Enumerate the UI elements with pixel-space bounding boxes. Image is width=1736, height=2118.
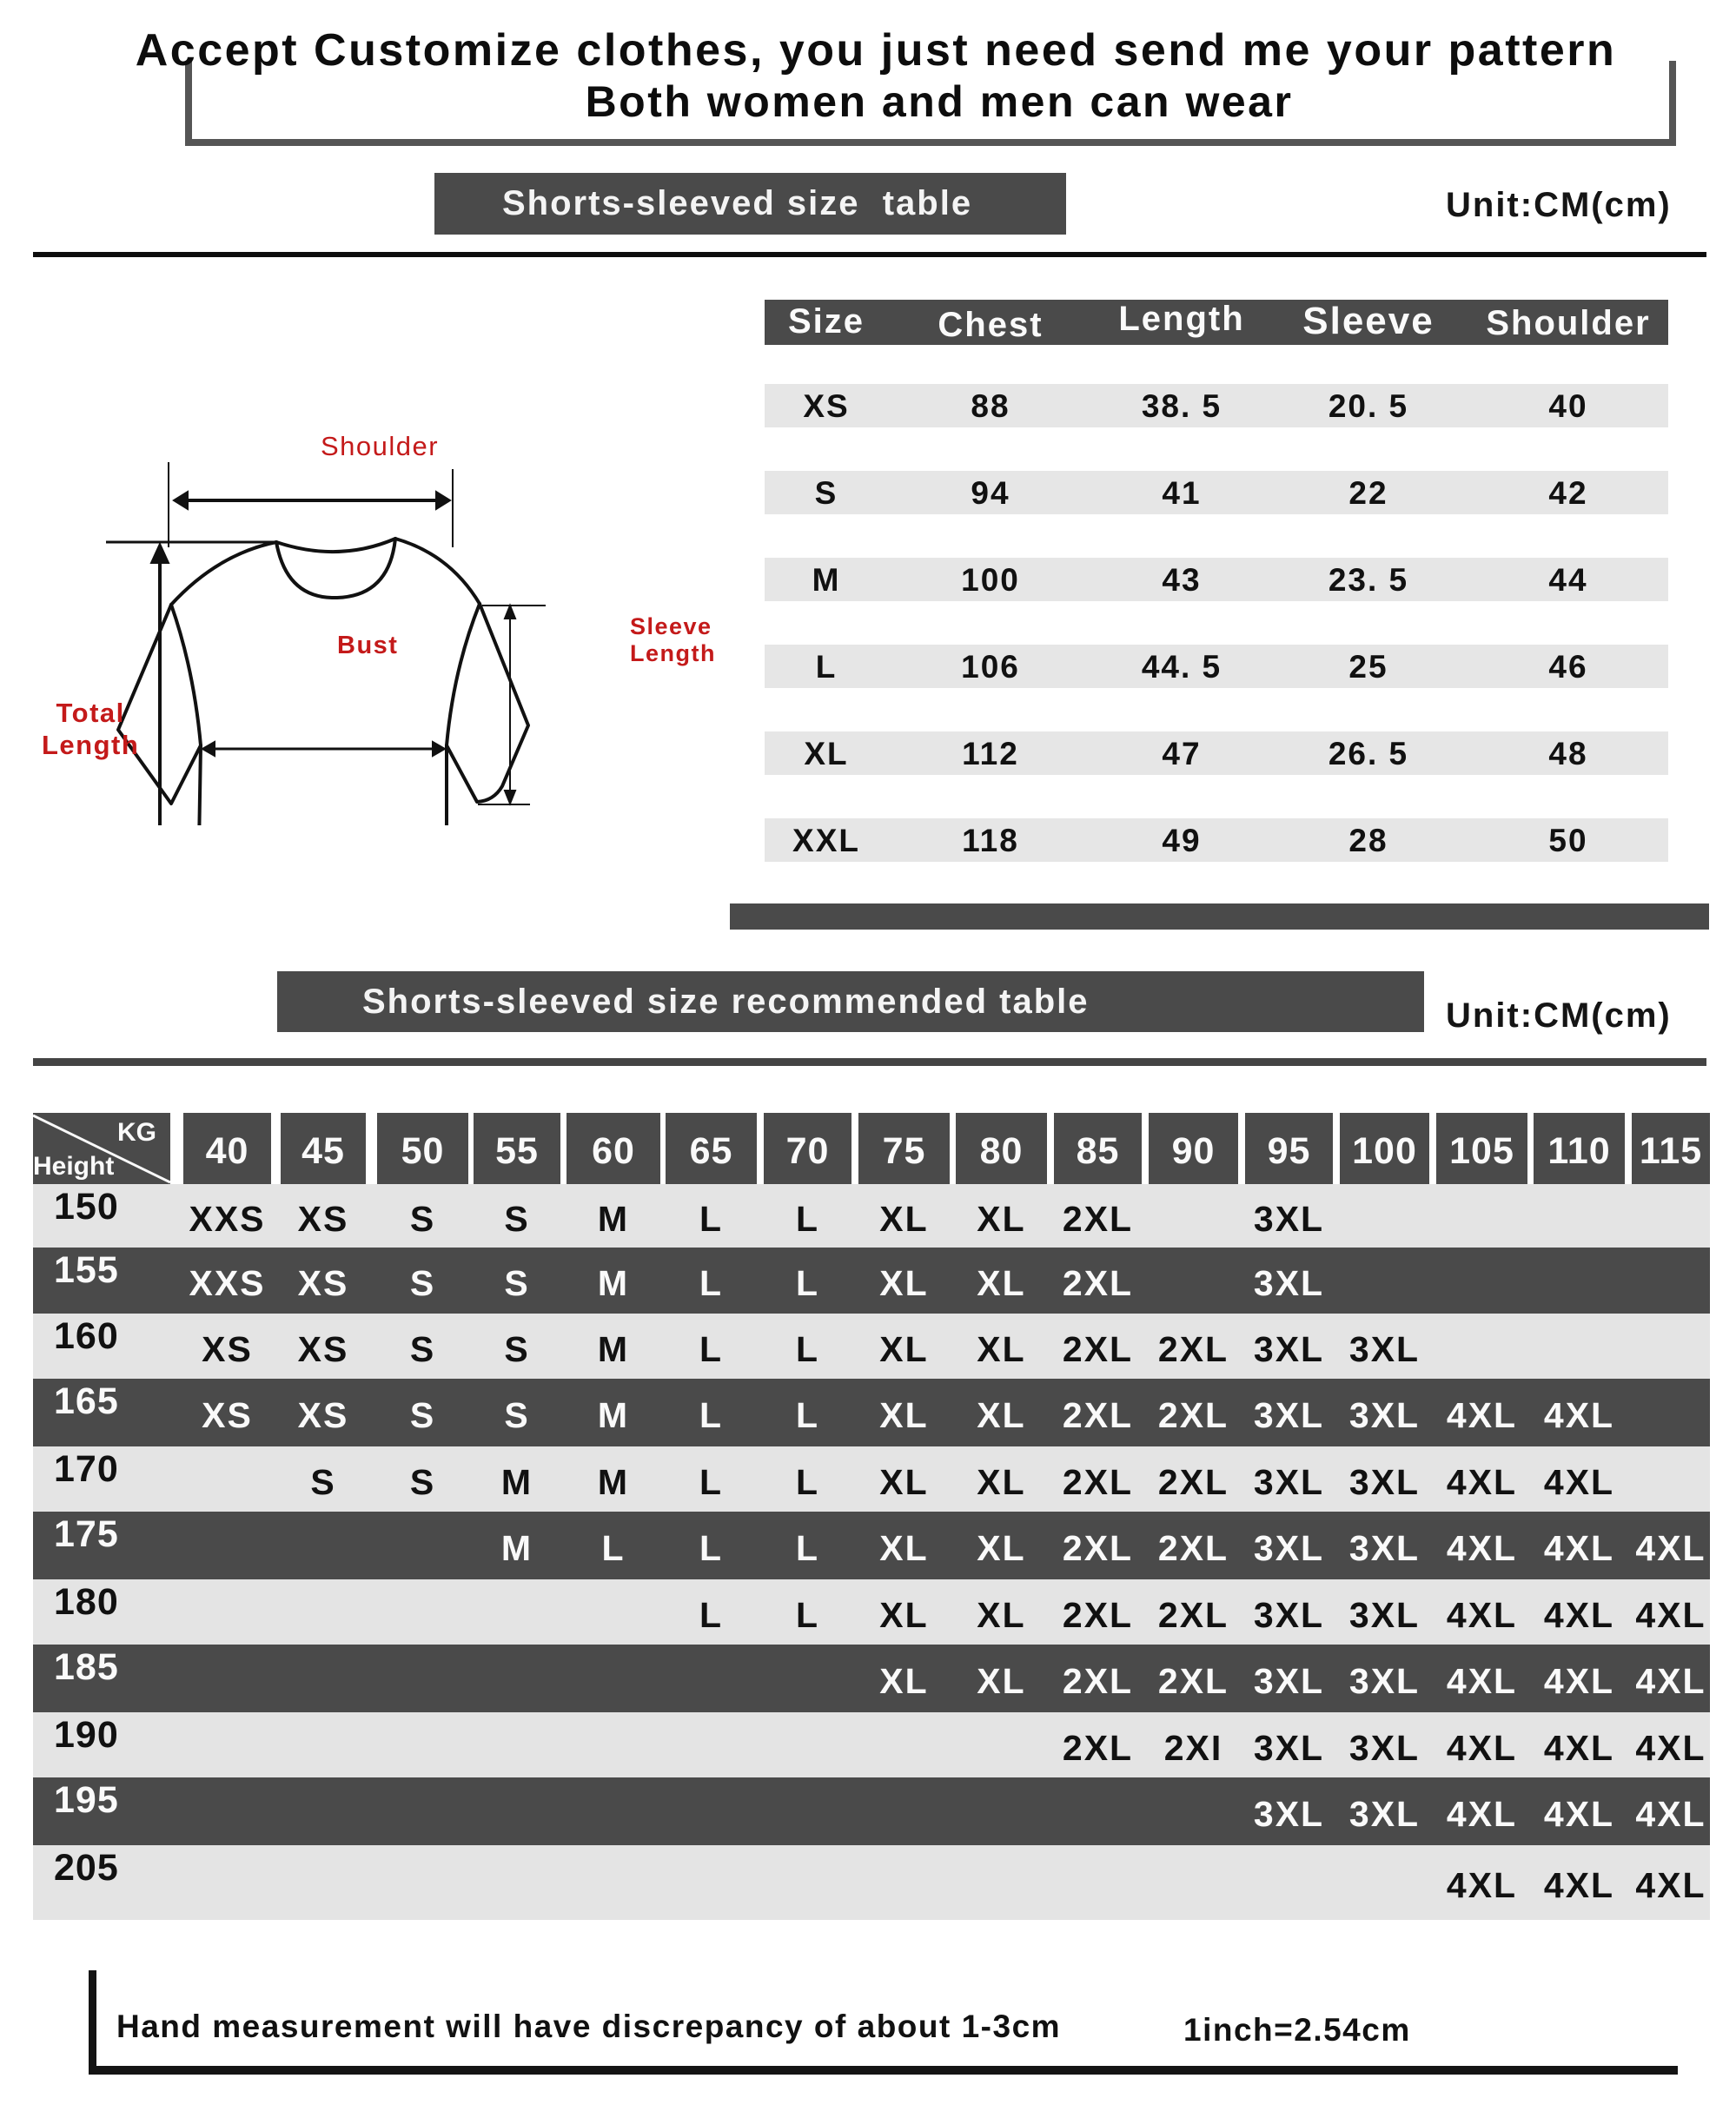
column-header-chest: Chest bbox=[938, 306, 1044, 344]
table-row bbox=[33, 1184, 1710, 1248]
size-recommendation-cell: XL bbox=[977, 1199, 1026, 1239]
size-recommendation-cell: XL bbox=[977, 1528, 1026, 1568]
table-row bbox=[33, 1845, 1710, 1920]
size-recommendation-cell: S bbox=[310, 1462, 336, 1502]
size-recommendation-cell: XL bbox=[879, 1263, 929, 1303]
bust-label: Bust bbox=[337, 632, 399, 659]
size-recommendation-cell: 3XL bbox=[1348, 1794, 1421, 1834]
table-row bbox=[33, 1579, 1710, 1645]
size-recommendation-cell: L bbox=[795, 1395, 820, 1435]
total-length-label bbox=[42, 697, 139, 761]
size-recommendation-cell: 4XL bbox=[1543, 1395, 1615, 1435]
inch-conversion: 1inch=2.54cm bbox=[1183, 2012, 1411, 2048]
size-recommendation-cell: XL bbox=[879, 1329, 929, 1369]
size-recommendation-cell: XL bbox=[879, 1462, 929, 1502]
size-recommendation-cell: 3XL bbox=[1253, 1199, 1325, 1239]
size-recommendation-cell: 2XL bbox=[1062, 1329, 1134, 1369]
size-recommendation-cell: 4XL bbox=[1543, 1462, 1615, 1502]
weight-column-header: 75 bbox=[858, 1113, 950, 1184]
chest-cell: 88 bbox=[971, 388, 1010, 424]
size-table-row bbox=[765, 731, 1668, 775]
section-divider bbox=[33, 1058, 1706, 1066]
shoulder-cell: 46 bbox=[1548, 649, 1588, 685]
size-recommendation-cell: XL bbox=[977, 1462, 1026, 1502]
size-recommendation-cell: 3XL bbox=[1348, 1395, 1421, 1435]
size-recommendation-cell: L bbox=[699, 1199, 724, 1239]
size-recommendation-cell: 3XL bbox=[1348, 1528, 1421, 1568]
weight-column-header: 65 bbox=[666, 1113, 757, 1184]
size-recommendation-cell: 4XL bbox=[1446, 1395, 1518, 1435]
size-table-row bbox=[765, 558, 1668, 601]
size-recommendation-cell: XL bbox=[879, 1661, 929, 1701]
size-recommendation-cell: XL bbox=[879, 1528, 929, 1568]
height-cell: 205 bbox=[54, 1847, 119, 1889]
shoulder-cell: 48 bbox=[1548, 736, 1588, 771]
size-cell: M bbox=[812, 562, 841, 598]
sleeve-length-label-line-1: Sleeve bbox=[630, 613, 712, 639]
size-recommendation-cell: M bbox=[597, 1462, 630, 1502]
size-recommendation-cell: 2XL bbox=[1157, 1395, 1229, 1435]
size-recommendation-cell: XL bbox=[977, 1595, 1026, 1635]
recommend-table-unit: Unit:CM(cm) bbox=[1446, 996, 1672, 1035]
size-recommendation-cell: S bbox=[504, 1329, 530, 1369]
size-recommendation-cell: 4XL bbox=[1543, 1661, 1615, 1701]
weight-column-header: 80 bbox=[956, 1113, 1047, 1184]
chest-cell: 106 bbox=[961, 649, 1020, 685]
size-recommendation-cell: 2XL bbox=[1062, 1395, 1134, 1435]
size-recommendation-cell: 3XL bbox=[1253, 1528, 1325, 1568]
table-row bbox=[33, 1512, 1710, 1579]
size-recommendation-cell: XL bbox=[879, 1395, 929, 1435]
size-recommendation-cell: L bbox=[699, 1395, 724, 1435]
size-table-title-text: Shorts-sleeved size table bbox=[502, 184, 973, 222]
weight-column-header: 70 bbox=[764, 1113, 851, 1184]
sleeve-length-label bbox=[630, 613, 716, 667]
weight-column-header: 50 bbox=[377, 1113, 468, 1184]
size-recommendation-cell: L bbox=[795, 1462, 820, 1502]
weight-axis-label: KG bbox=[117, 1118, 156, 1147]
size-recommendation-cell: XS bbox=[297, 1395, 349, 1435]
size-recommendation-cell: 2XL bbox=[1062, 1595, 1134, 1635]
size-recommendation-cell: 3XL bbox=[1253, 1661, 1325, 1701]
height-cell: 180 bbox=[54, 1581, 119, 1623]
sleeve-cell: 20. 5 bbox=[1328, 388, 1409, 424]
headline-line-1: Accept Customize clothes, you just need send me your pattern bbox=[135, 25, 1617, 76]
size-table-row bbox=[765, 384, 1668, 427]
size-recommendation-cell: XS bbox=[297, 1263, 349, 1303]
size-recommendation-cell: L bbox=[795, 1263, 820, 1303]
size-recommendation-cell: S bbox=[409, 1199, 436, 1239]
size-recommendation-cell: L bbox=[699, 1263, 724, 1303]
headline-line-2: Both women and men can wear bbox=[585, 77, 1294, 126]
weight-column-header: 85 bbox=[1054, 1113, 1142, 1184]
size-recommendation-cell: 2XL bbox=[1157, 1595, 1229, 1635]
size-recommendation-cell: 2XL bbox=[1062, 1263, 1134, 1303]
size-recommendation-cell: M bbox=[500, 1462, 533, 1502]
size-recommendation-cell: XL bbox=[977, 1263, 1026, 1303]
size-recommendation-cell: 3XL bbox=[1348, 1728, 1421, 1768]
size-cell: XS bbox=[803, 388, 850, 424]
height-cell: 170 bbox=[54, 1448, 119, 1490]
size-recommendation-cell: 2XL bbox=[1062, 1661, 1134, 1701]
shoulder-label: Shoulder bbox=[321, 431, 440, 461]
size-recommendation-cell: M bbox=[500, 1528, 533, 1568]
size-recommendation-cell: L bbox=[795, 1329, 820, 1369]
recommend-table-title-text: Shorts-sleeved size recommended table bbox=[362, 982, 1090, 1021]
size-recommendation-cell: 4XL bbox=[1446, 1728, 1518, 1768]
sleeve-cell: 23. 5 bbox=[1328, 562, 1409, 598]
size-recommendation-cell: 2XL bbox=[1062, 1199, 1134, 1239]
size-recommendation-cell: M bbox=[597, 1395, 630, 1435]
column-header-sleeve: Sleeve bbox=[1302, 300, 1435, 342]
size-cell: XL bbox=[804, 736, 849, 771]
chest-cell: 100 bbox=[961, 562, 1020, 598]
size-recommendation-cell: L bbox=[601, 1528, 626, 1568]
size-recommendation-cell: S bbox=[504, 1263, 530, 1303]
size-table-row bbox=[765, 471, 1668, 514]
size-recommendation-cell: 3XL bbox=[1348, 1661, 1421, 1701]
size-recommendation-cell: 3XL bbox=[1253, 1794, 1325, 1834]
size-recommendation-cell: 3XL bbox=[1253, 1263, 1325, 1303]
size-recommendation-cell: S bbox=[504, 1199, 530, 1239]
table-row bbox=[33, 1314, 1710, 1379]
length-cell: 38. 5 bbox=[1141, 388, 1222, 424]
size-recommendation-cell: 4XL bbox=[1543, 1728, 1615, 1768]
column-header-shoulder: Shoulder bbox=[1486, 304, 1651, 342]
weight-column-header: 115 bbox=[1632, 1113, 1710, 1184]
size-recommendation-cell: XL bbox=[879, 1595, 929, 1635]
height-cell: 160 bbox=[54, 1315, 119, 1357]
size-table-unit: Unit:CM(cm) bbox=[1446, 186, 1672, 224]
size-recommendation-cell: XS bbox=[297, 1329, 349, 1369]
size-recommendation-cell: S bbox=[504, 1395, 530, 1435]
size-recommendation-cell: 3XL bbox=[1348, 1462, 1421, 1502]
table-row bbox=[33, 1248, 1710, 1314]
total-length-label-line-2: Length bbox=[42, 730, 140, 760]
size-recommendation-cell: 2XL bbox=[1062, 1528, 1134, 1568]
height-cell: 165 bbox=[54, 1380, 119, 1422]
length-cell: 49 bbox=[1162, 823, 1202, 858]
weight-column-header: 105 bbox=[1436, 1113, 1527, 1184]
sleeve-cell: 28 bbox=[1348, 823, 1388, 858]
height-axis-label: Height bbox=[33, 1152, 115, 1181]
weight-column-header: 100 bbox=[1340, 1113, 1429, 1184]
size-recommendation-cell: 4XL bbox=[1543, 1528, 1615, 1568]
sleeve-length-label-line-2: Length bbox=[630, 640, 716, 666]
chest-cell: 118 bbox=[962, 823, 1019, 858]
size-table-row bbox=[765, 818, 1668, 862]
shoulder-cell: 44 bbox=[1548, 562, 1588, 598]
size-recommendation-cell: L bbox=[795, 1528, 820, 1568]
chest-cell: 112 bbox=[962, 736, 1019, 771]
weight-column-header: 95 bbox=[1245, 1113, 1333, 1184]
size-recommendation-cell: 2XL bbox=[1157, 1329, 1229, 1369]
size-recommendation-cell: M bbox=[597, 1199, 630, 1239]
height-cell: 150 bbox=[54, 1186, 119, 1228]
size-table-row bbox=[765, 645, 1668, 688]
height-cell: 155 bbox=[54, 1249, 119, 1291]
table-corner-cell bbox=[33, 1113, 170, 1184]
size-recommendation-cell: 4XL bbox=[1446, 1595, 1518, 1635]
size-recommendation-cell: 4XL bbox=[1446, 1528, 1518, 1568]
size-recommendation-cell: L bbox=[699, 1528, 724, 1568]
size-recommendation-cell: L bbox=[795, 1199, 820, 1239]
chest-cell: 94 bbox=[971, 475, 1010, 511]
size-recommendation-cell: XL bbox=[977, 1661, 1026, 1701]
column-header-length: Length bbox=[1118, 300, 1245, 338]
weight-column-header: 110 bbox=[1534, 1113, 1625, 1184]
size-recommendation-cell: 3XL bbox=[1348, 1329, 1421, 1369]
size-recommendation-cell: S bbox=[409, 1462, 436, 1502]
size-recommendation-cell: XL bbox=[879, 1199, 929, 1239]
shoulder-cell: 50 bbox=[1548, 823, 1588, 858]
size-recommendation-cell: 4XL bbox=[1635, 1728, 1706, 1768]
shoulder-cell: 42 bbox=[1548, 475, 1588, 511]
size-recommendation-cell: 4XL bbox=[1446, 1794, 1518, 1834]
height-cell: 185 bbox=[54, 1646, 119, 1688]
size-recommendation-cell: 3XL bbox=[1253, 1595, 1325, 1635]
size-recommendation-cell: 3XL bbox=[1253, 1728, 1325, 1768]
size-recommendation-cell: 4XL bbox=[1446, 1661, 1518, 1701]
size-recommendation-cell: L bbox=[699, 1329, 724, 1369]
height-cell: 190 bbox=[54, 1714, 119, 1756]
size-table-title bbox=[434, 173, 1066, 235]
size-recommendation-cell: S bbox=[409, 1263, 436, 1303]
size-table-header bbox=[765, 300, 1668, 345]
size-recommendation-cell: L bbox=[699, 1462, 724, 1502]
height-cell: 175 bbox=[54, 1513, 119, 1555]
height-cell: 195 bbox=[54, 1779, 119, 1821]
size-recommendation-cell: 2XL bbox=[1157, 1661, 1229, 1701]
shoulder-cell: 40 bbox=[1548, 388, 1588, 424]
column-header-size: Size bbox=[787, 302, 865, 341]
sleeve-cell: 25 bbox=[1348, 649, 1388, 685]
size-cell: L bbox=[815, 649, 838, 685]
size-recommendation-cell: L bbox=[699, 1595, 724, 1635]
length-cell: 41 bbox=[1162, 475, 1202, 511]
section-divider bbox=[33, 252, 1706, 257]
size-recommendation-cell: 3XL bbox=[1253, 1462, 1325, 1502]
size-table-bottom-bar bbox=[730, 903, 1709, 930]
size-recommendation-cell: XL bbox=[977, 1329, 1026, 1369]
size-recommendation-cell: XS bbox=[297, 1199, 349, 1239]
size-recommendation-cell: 4XL bbox=[1635, 1528, 1706, 1568]
size-cell: S bbox=[814, 475, 838, 511]
length-cell: 43 bbox=[1162, 562, 1202, 598]
size-cell: XXL bbox=[792, 823, 860, 858]
size-recommendation-cell: 2XL bbox=[1062, 1728, 1134, 1768]
table-row bbox=[33, 1777, 1710, 1845]
size-recommendation-cell: XS bbox=[202, 1329, 253, 1369]
table-row bbox=[33, 1446, 1710, 1512]
total-length-label-line-1: Total bbox=[56, 698, 125, 728]
size-recommendation-cell: M bbox=[597, 1263, 630, 1303]
size-recommendation-cell: 4XL bbox=[1446, 1462, 1518, 1502]
weight-column-header: 60 bbox=[567, 1113, 660, 1184]
size-recommendation-cell: XL bbox=[977, 1395, 1026, 1435]
size-recommendation-cell: 2XL bbox=[1157, 1462, 1229, 1502]
size-recommendation-cell: L bbox=[795, 1595, 820, 1635]
size-recommendation-cell: 3XL bbox=[1253, 1329, 1325, 1369]
size-recommendation-cell: M bbox=[597, 1329, 630, 1369]
weight-column-header: 45 bbox=[281, 1113, 366, 1184]
size-recommendation-cell: 4XL bbox=[1635, 1595, 1706, 1635]
size-recommendation-cell: XS bbox=[202, 1395, 253, 1435]
size-recommendation-cell: XXS bbox=[189, 1199, 266, 1239]
weight-column-header: 55 bbox=[474, 1113, 560, 1184]
size-recommendation-cell: 2XL bbox=[1157, 1528, 1229, 1568]
size-recommendation-cell: 4XL bbox=[1635, 1865, 1706, 1905]
size-recommendation-cell: 2XL bbox=[1062, 1462, 1134, 1502]
size-recommendation-cell: XXS bbox=[189, 1263, 266, 1303]
measurement-note: Hand measurement will have discrepancy of about 1-3cm bbox=[116, 2009, 1062, 2044]
size-recommendation-cell: 2XI bbox=[1163, 1728, 1223, 1768]
recommend-table-title bbox=[277, 971, 1424, 1032]
size-recommendation-cell: S bbox=[409, 1329, 436, 1369]
size-recommendation-cell: 4XL bbox=[1635, 1794, 1706, 1834]
length-cell: 44. 5 bbox=[1141, 649, 1222, 685]
size-recommendation-cell: 3XL bbox=[1253, 1395, 1325, 1435]
size-recommendation-cell: 4XL bbox=[1543, 1794, 1615, 1834]
size-recommendation-cell: 4XL bbox=[1446, 1865, 1518, 1905]
size-recommendation-cell: 3XL bbox=[1348, 1595, 1421, 1635]
size-recommendation-cell: 4XL bbox=[1635, 1661, 1706, 1701]
size-recommendation-cell: 4XL bbox=[1543, 1865, 1615, 1905]
size-recommendation-cell: S bbox=[409, 1395, 436, 1435]
weight-column-header: 40 bbox=[183, 1113, 271, 1184]
sleeve-cell: 26. 5 bbox=[1328, 736, 1409, 771]
size-recommendation-cell: 4XL bbox=[1543, 1595, 1615, 1635]
weight-column-header: 90 bbox=[1149, 1113, 1238, 1184]
table-row bbox=[33, 1645, 1710, 1712]
length-cell: 47 bbox=[1162, 736, 1202, 771]
sleeve-cell: 22 bbox=[1348, 475, 1388, 511]
table-row bbox=[33, 1379, 1710, 1446]
table-row bbox=[33, 1712, 1710, 1777]
